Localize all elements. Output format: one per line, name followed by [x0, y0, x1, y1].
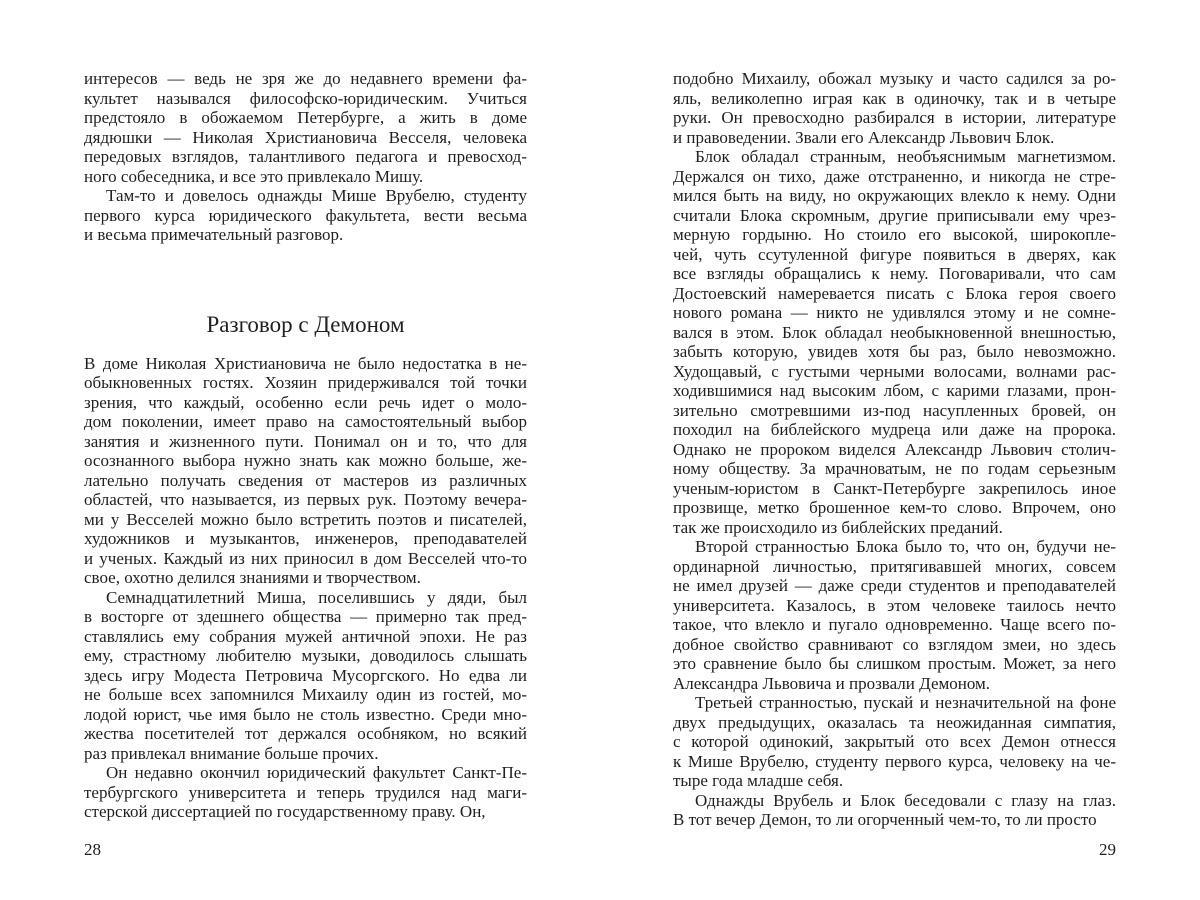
- text-line: так же происходило из библейских преданий.: [673, 517, 1003, 537]
- text-line: Третьей странностью, пускай и незначительной на фоне: [695, 693, 1116, 712]
- text-line: Там-то и довелось однажды Мише Врубелю, студенту: [106, 186, 527, 205]
- text-line: В тот вечер Демон, то ли огорченный чем-то, то ли просто: [673, 810, 1097, 829]
- text-line: двух предыдущих, оказалась та неожиданная симпатия,: [673, 712, 1116, 732]
- text-line: зительно смотревшими из-под насупленных бровей, он: [673, 400, 1116, 420]
- text-line: ему, страстному любителю музыки, доводилось слышать: [84, 646, 527, 665]
- text-line: передовых взглядов, талантливого педагога и превосход-: [84, 147, 527, 166]
- text-line: областей, что называется, из первых рук. Поэтому вечера-: [84, 490, 527, 509]
- text-line: обыкновенных гостях. Хозяин придерживался той точки: [84, 373, 527, 392]
- chapter-heading: Разговор с Демоном: [206, 311, 405, 337]
- text-line: Худощавый, с густыми черными волосами, волнами рас-: [673, 361, 1116, 381]
- text-line: дом поколении, имеет право на самостоятельный выбор: [84, 412, 527, 431]
- text-line: и весьма примечательный разговор.: [84, 225, 344, 244]
- text-line: тербургского университета и теперь трудился над маги-: [84, 782, 527, 802]
- text-line: ного собеседника, и все это привлекало Мишу.: [84, 166, 424, 186]
- text-line: и правоведении. Звали его Александр Львович Блок.: [673, 127, 1055, 147]
- paragraph: [84, 186, 527, 245]
- text-line: ходившимися над высоким лбом, с карими глазами, прон-: [673, 381, 1116, 400]
- paragraph: [673, 69, 1116, 147]
- book-page-right: [673, 0, 1116, 900]
- text-line: мерную гордыню. Но стоило его высокой, широкопле-: [673, 225, 1116, 244]
- text-line: интересов — ведь не зря же до недавнего времени фа-: [84, 69, 527, 88]
- paragraph: [673, 537, 1116, 693]
- text-line: подобно Михаилу, обожал музыку и часто садился за ро-: [673, 69, 1116, 88]
- text-line: ординарной личностью, притягивавшей многих, совсем: [673, 556, 1116, 576]
- text-line: вался в этом. Блок обладал необыкновенной внешностью,: [673, 322, 1116, 342]
- text-line: ми у Весселей можно было встретить поэтов и писателей,: [84, 509, 527, 529]
- text-line: все взгляды обращались к нему. Поговаривали, что сам: [673, 264, 1116, 283]
- text-line: культет назывался философско-юридическим. Учиться: [84, 88, 527, 108]
- text-line: стерской диссертацией по государственному праву. Он,: [84, 802, 486, 821]
- text-line: к Мише Врубелю, студенту первого курса, человеку на че-: [673, 751, 1116, 771]
- paragraph: [673, 693, 1116, 791]
- text-line: художников и музыкантов, инженеров, преподавателей: [84, 529, 527, 548]
- text-line: жества посетителей тот держался особняком, но всякий: [84, 724, 527, 743]
- text-line: Семнадцатилетний Миша, поселившись у дяди, был: [106, 587, 527, 607]
- page-number-right: 29: [1099, 840, 1116, 859]
- text-line: считали Блока скромным, другие приписывали ему чрез-: [673, 205, 1116, 225]
- text-line: Однажды Врубель и Блок беседовали с глазу на глаз.: [695, 790, 1116, 810]
- text-line: лодой юрист, чье имя было не столь известно. Среди мно-: [84, 704, 527, 724]
- text-line: в восторге от здешнего общества — примерно так пред-: [84, 607, 527, 626]
- page-text-right: [673, 0, 1116, 830]
- text-line: чей, чуть ссутуленной фигуре появиться в дверях, как: [673, 244, 1116, 264]
- text-line: ставлялись ему собрания мужей античной эпохи. Не раз: [84, 626, 527, 646]
- text-line: здесь игру Модеста Петровича Мусоргского. Но едва ли: [84, 665, 527, 685]
- text-line: осознанного выбора нужно знать как можно больше, же-: [84, 451, 527, 470]
- text-line: занятия и жизненного пути. Понимал он и то, что для: [84, 431, 527, 451]
- text-line: не больше всех запомнился Михаилу один из гостей, мо-: [84, 685, 527, 704]
- text-line: не имел друзей — даже среди студентов и преподавателей: [673, 576, 1116, 595]
- text-line: это сравнение было бы слишком простым. Может, за него: [673, 654, 1116, 673]
- text-line: тыре года младше себя.: [673, 771, 844, 790]
- text-line: яль, великолепно играя как в одиночку, так и в четыре: [673, 88, 1116, 108]
- text-line: такое, что влекло и пугало одновременно. Чаще всего по-: [673, 615, 1116, 634]
- text-line: дядюшки — Николая Христиановича Весселя, человека: [84, 127, 527, 147]
- text-line: ученым-юристом в Санкт-Петербурге закрепилось иное: [673, 478, 1116, 498]
- text-line: Достоевский намеревается писать с Блока героя своего: [673, 283, 1116, 303]
- text-line: Александра Львовича и прозвали Демоном.: [673, 673, 991, 693]
- text-line: первого курса юридического факультета, вести весьма: [84, 205, 527, 225]
- book-page-left: [84, 0, 527, 900]
- text-line: В доме Николая Христиановича не было недостатка в не-: [84, 353, 527, 373]
- text-line: руки. Он превосходно разбирался в истории, литературе: [673, 108, 1116, 127]
- text-line: предстояло в обожаемом Петербурге, а жить в доме: [84, 108, 527, 127]
- text-line: ному обществу. За мрачноватым, не по годам серьезным: [673, 459, 1116, 478]
- paragraph: [84, 588, 527, 764]
- paragraph: [84, 763, 527, 822]
- text-line: зрения, что каждый, особенно если речь идет о моло-: [84, 392, 527, 412]
- text-line: добное свойство сравнивают со взглядом змеи, но здесь: [673, 634, 1116, 654]
- text-line: Однако не пророком виделся Александр Львович столич-: [673, 439, 1116, 459]
- text-line: раз привлекал внимание больше прочих.: [84, 743, 379, 763]
- text-line: походил на библейского мудреца или даже на пророка.: [673, 420, 1116, 439]
- text-line: нового романа — никто не удивлялся этому и не сомне-: [673, 303, 1116, 322]
- paragraph: [84, 354, 527, 588]
- paragraph: [673, 147, 1116, 537]
- text-line: забыть которую, увидев хотя бы раз, было невозможно.: [673, 342, 1116, 361]
- text-line: университета. Казалось, в этом человеке таилось нечто: [673, 595, 1116, 615]
- page-text-left: [84, 0, 527, 822]
- paragraph: [84, 69, 527, 186]
- paragraph: [673, 791, 1116, 830]
- text-line: Он недавно окончил юридический факультет Санкт-Пе-: [106, 763, 527, 782]
- text-line: свое, охотно делился знаниями и творчеством.: [84, 568, 421, 587]
- text-line: мился быть на виду, но окружающих влекло к нему. Одни: [673, 186, 1116, 205]
- text-line: Блок обладал странным, необъяснимым магнетизмом.: [695, 147, 1116, 166]
- page-number-left: 28: [84, 840, 101, 859]
- text-line: лательно получать сведения от мастеров из различных: [84, 470, 527, 490]
- text-line: прозвище, метко брошенное кем-то слово. Впрочем, оно: [673, 498, 1116, 517]
- text-line: и ученых. Каждый из них приносил в дом Весселей что-то: [84, 548, 527, 568]
- text-line: с которой одинокий, закрытый ото всех Демон отнесся: [673, 732, 1116, 751]
- text-line: Держался он тихо, даже отстраненно, и никогда не стре-: [673, 166, 1116, 186]
- text-line: Второй странностью Блока было то, что он, будучи не-: [695, 537, 1116, 556]
